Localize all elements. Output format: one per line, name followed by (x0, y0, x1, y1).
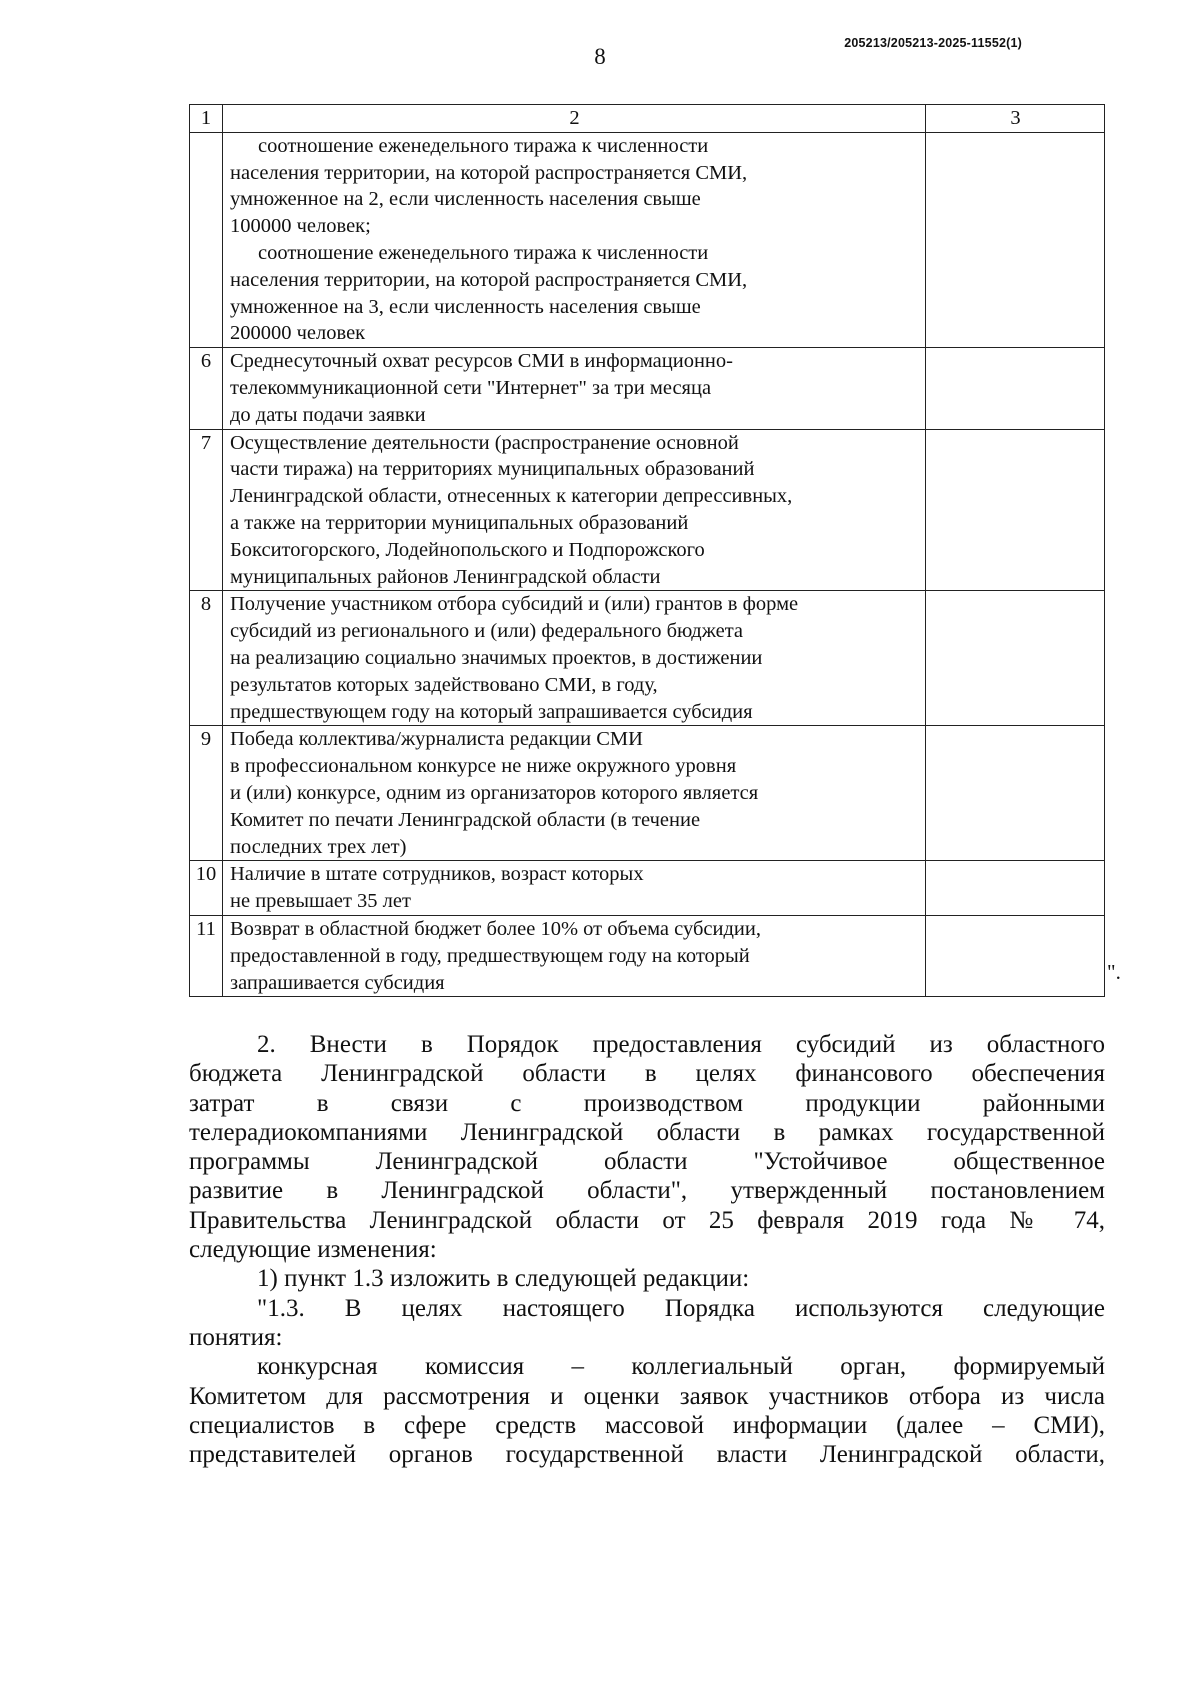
criterion-number: 10 (190, 861, 223, 916)
criterion-score (926, 861, 1105, 916)
criterion-text (223, 591, 926, 726)
criterion-line: Ленинградской области, отнесенных к категории депрессивных, (230, 485, 793, 508)
body-line: программы Ленинградской области "Устойчивое общественное (189, 1148, 1105, 1176)
criterion-text (223, 726, 926, 861)
item-1: 1) пункт 1.3 изложить в следующей редакции: (257, 1265, 750, 1293)
criterion-line: Наличие в штате сотрудников, возраст которых (230, 863, 644, 886)
body-line: "1.3. В целях настоящего Порядка используются следующие (257, 1294, 1105, 1322)
body-line: следующие изменения: (189, 1236, 437, 1264)
criterion-number: 8 (190, 591, 223, 726)
table-row (190, 132, 1105, 347)
criterion-line: соотношение еженедельного тиража к численности (258, 134, 709, 157)
criterion-line: а также на территории муниципальных образований (230, 511, 689, 534)
body-line: Правительства Ленинградской области от 25 февраля 2019 года № 74, (189, 1206, 1105, 1234)
criterion-line: и (или) конкурсе, одним из организаторов которого является (230, 781, 759, 804)
criterion-text (223, 132, 926, 347)
criterion-score (926, 726, 1105, 861)
criterion-line: Осуществление деятельности (распространение основной (230, 431, 739, 454)
header-col-1: 1 (190, 105, 223, 133)
criterion-number (190, 132, 223, 347)
body-line: конкурсная комиссия – коллегиальный орган, формируемый (257, 1353, 1105, 1381)
criterion-line: на реализацию социально значимых проектов, в достижении (230, 646, 763, 669)
table-row (190, 726, 1105, 861)
table-header-row (190, 105, 1105, 133)
amendment-text (189, 1030, 1105, 1469)
criterion-line: умноженное на 3, если численность населения свыше (230, 295, 701, 318)
criterion-line: предоставленной в году, предшествующем году на который (230, 944, 750, 967)
criterion-number: 6 (190, 348, 223, 429)
criterion-line: последних трех лет) (230, 835, 407, 858)
criterion-line: 100000 человек; (230, 215, 371, 238)
criterion-line: телекоммуникационной сети "Интернет" за три месяца (230, 376, 712, 399)
criterion-score (926, 348, 1105, 429)
body-line: бюджета Ленинградской области в целях финансового обеспечения (189, 1060, 1105, 1088)
criterion-line: в профессиональном конкурсе не ниже окружного уровня (230, 755, 737, 778)
paragraph-1-3 (189, 1294, 1105, 1353)
body-line: специалистов в сфере средств массовой информации (далее – СМИ), (189, 1411, 1105, 1439)
criterion-line: запрашивается субсидия (230, 971, 445, 994)
criterion-line: не превышает 35 лет (230, 890, 411, 913)
criterion-score (926, 132, 1105, 347)
header-col-3: 3 (926, 105, 1105, 133)
criterion-score (926, 915, 1105, 996)
table-row (190, 429, 1105, 591)
criterion-line: соотношение еженедельного тиража к численности (258, 241, 709, 264)
criterion-line: Среднесуточный охват ресурсов СМИ в информационно- (230, 350, 733, 373)
criterion-number: 7 (190, 429, 223, 591)
table-row (190, 861, 1105, 916)
body-line: телерадиокомпаниями Ленинградской области в рамках государственной (189, 1118, 1105, 1146)
closing-quote-mark: ". (1107, 960, 1121, 984)
body-line: 2. Внести в Порядок предоставления субсидий из областного (257, 1031, 1105, 1058)
body-line: понятия: (189, 1323, 283, 1351)
criterion-line: до даты подачи заявки (230, 403, 426, 426)
criterion-text (223, 429, 926, 591)
criterion-line: Возврат в областной бюджет более 10% от объема субсидии, (230, 917, 761, 940)
table-row (190, 915, 1105, 996)
criterion-line: предшествующем году на который запрашивается субсидия (230, 700, 753, 723)
paragraph-2-amend (189, 1030, 1105, 1264)
body-line: Комитетом для рассмотрения и оценки заявок участников отбора из числа (189, 1382, 1105, 1410)
page-number: 8 (594, 44, 606, 69)
criterion-line: субсидий из регионального и (или) федерального бюджета (230, 620, 744, 643)
criterion-line: Бокситогорского, Лодейнопольского и Подпорожского (230, 538, 705, 561)
criterion-line: результатов которых задействовано СМИ, в году, (230, 673, 658, 696)
criterion-line: умноженное на 2, если численность населения свыше (230, 188, 701, 211)
criterion-line: Комитет по печати Ленинградской области (в течение (230, 808, 701, 831)
criterion-number: 9 (190, 726, 223, 861)
criterion-line: Получение участником отбора субсидий и (или) грантов в форме (230, 593, 799, 616)
body-line: представителей органов государственной власти Ленинградской области, (189, 1441, 1105, 1469)
document-id: 205213/205213-2025-11552(1) (844, 36, 1022, 50)
criterion-text (223, 861, 926, 916)
header-col-2: 2 (223, 105, 926, 133)
table-row (190, 348, 1105, 429)
criterion-line: населения территории, на которой распространяется СМИ, (230, 268, 748, 291)
criterion-line: населения территории, на которой распространяется СМИ, (230, 161, 748, 184)
criterion-score (926, 591, 1105, 726)
criterion-score (926, 429, 1105, 591)
criterion-line: части тиража) на территориях муниципальных образований (230, 458, 755, 481)
body-line: развитие в Ленинградской области", утвержденный постановлением (189, 1177, 1105, 1205)
body-line: затрат в связи с производством продукции районными (189, 1089, 1105, 1117)
criterion-line: 200000 человек (230, 322, 366, 345)
criterion-line: Победа коллектива/журналиста редакции СМИ (230, 728, 643, 751)
criteria-table (189, 104, 1105, 997)
criterion-text (223, 348, 926, 429)
criterion-line: муниципальных районов Ленинградской области (230, 565, 661, 588)
criterion-number: 11 (190, 915, 223, 996)
paragraph-competition-commission (189, 1352, 1105, 1469)
table-row (190, 591, 1105, 726)
criterion-text (223, 915, 926, 996)
